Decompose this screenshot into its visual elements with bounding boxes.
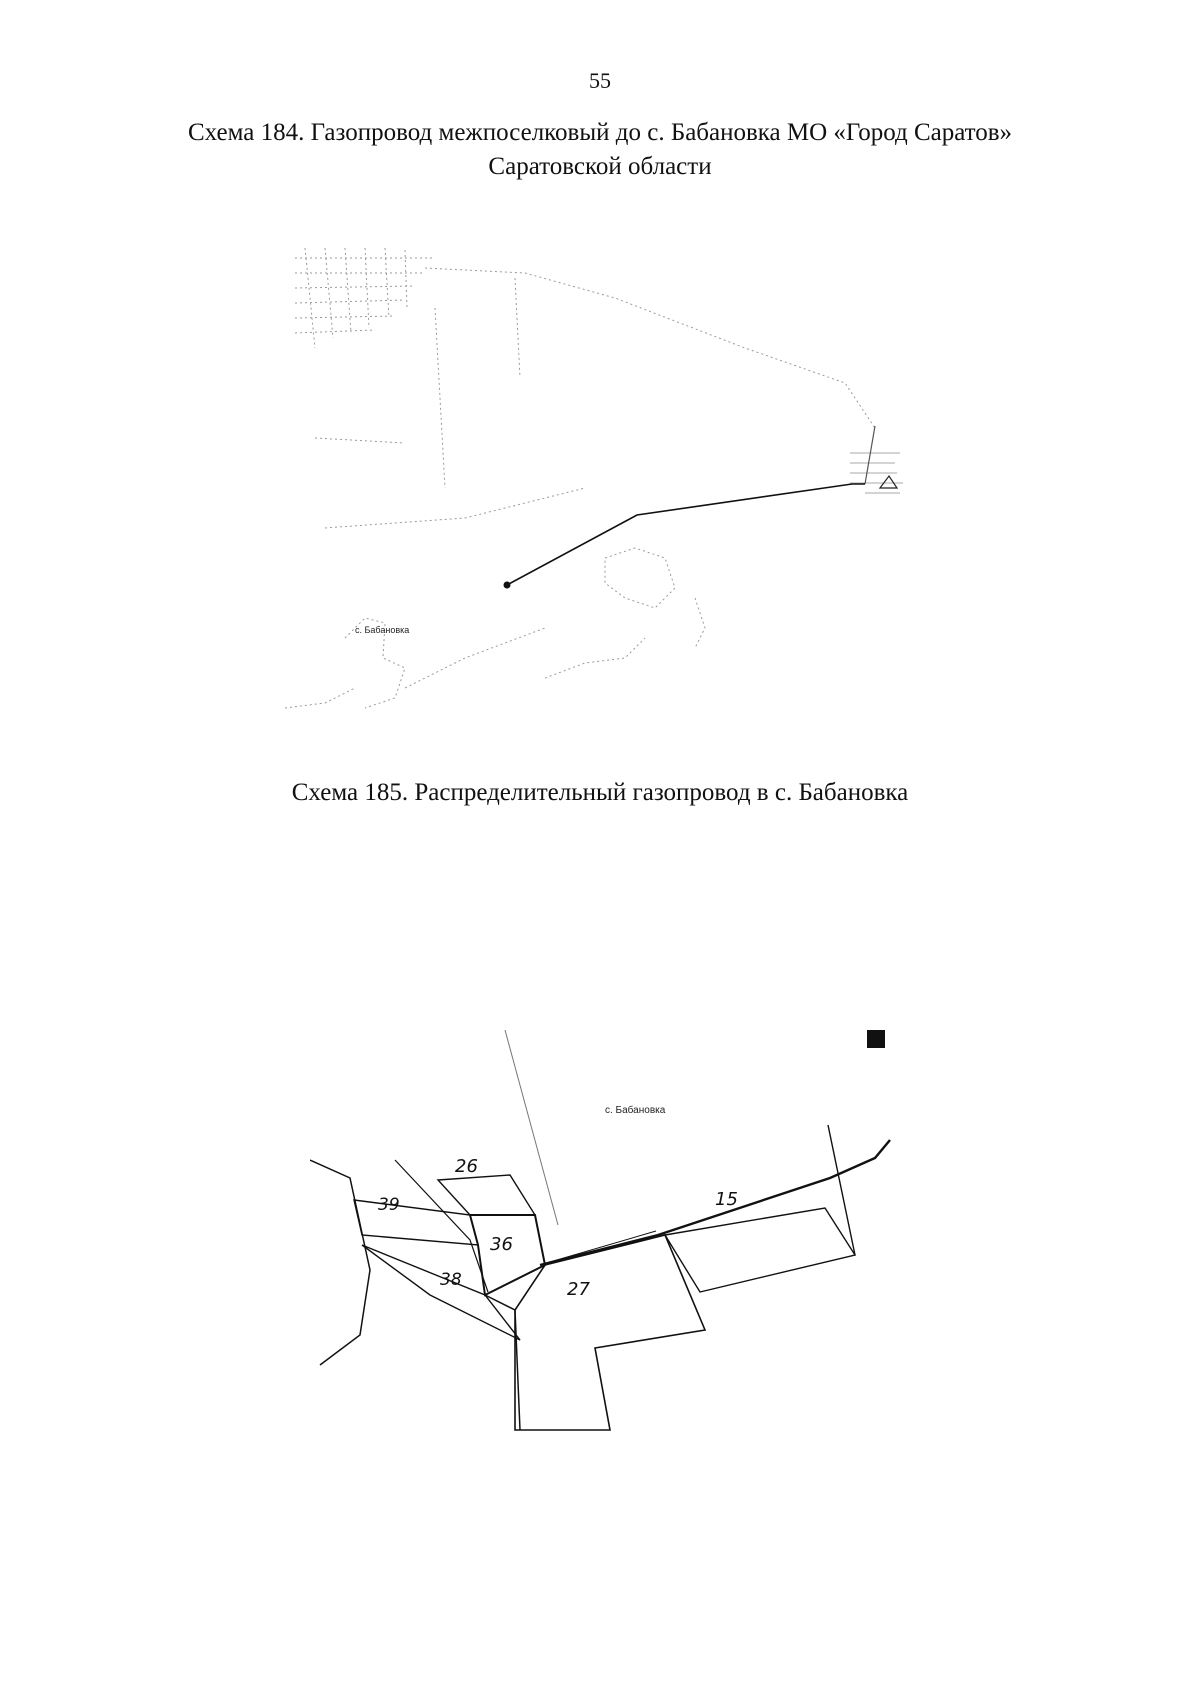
settlement-label: с. Бабановка [605,1105,666,1116]
plot-label-27: 27 [567,1279,590,1300]
settlement-label: с. Бабановка [355,625,410,635]
plot-boundary-west [310,1160,370,1365]
plot-38 [362,1245,520,1340]
plot-label-36: 36 [490,1234,513,1255]
scheme-185-map [310,1030,980,1450]
scheme-185-caption-line1: Схема 185. Распределительный газопровод в с. Бабановка [291,779,909,806]
plot-label-26: 26 [455,1156,478,1177]
plot-label-39: 39 [378,1195,400,1215]
plot-label-15: 15 [715,1189,738,1210]
gas-source-marker [867,1030,885,1048]
page-number: 55 [589,68,611,93]
pipeline-branch [865,426,875,484]
plot-26 [438,1175,535,1215]
scheme-185-caption [0,776,1200,810]
plot-39 [354,1200,478,1245]
map-boundary-line [505,1030,558,1225]
map-station-box [850,453,903,493]
pipeline-parallel-line [550,1231,656,1262]
scheme-184-caption [0,116,1200,184]
interurban-gas-pipeline [507,484,865,585]
plot-label-38: 38 [440,1270,462,1290]
scheme-184-map [285,238,995,738]
scheme-184-caption-line2: Саратовской области [488,153,712,180]
scheme-184-caption-line1: Схема 184. Газопровод межпоселковый до с. Бабановка МО «Город Саратов» [187,119,1013,146]
pipeline-endpoint-marker [504,582,511,589]
gas-station-icon [880,476,897,488]
plot-15 [665,1208,855,1292]
map-background-grid [285,248,875,708]
plot-15-east-edge [828,1125,855,1255]
